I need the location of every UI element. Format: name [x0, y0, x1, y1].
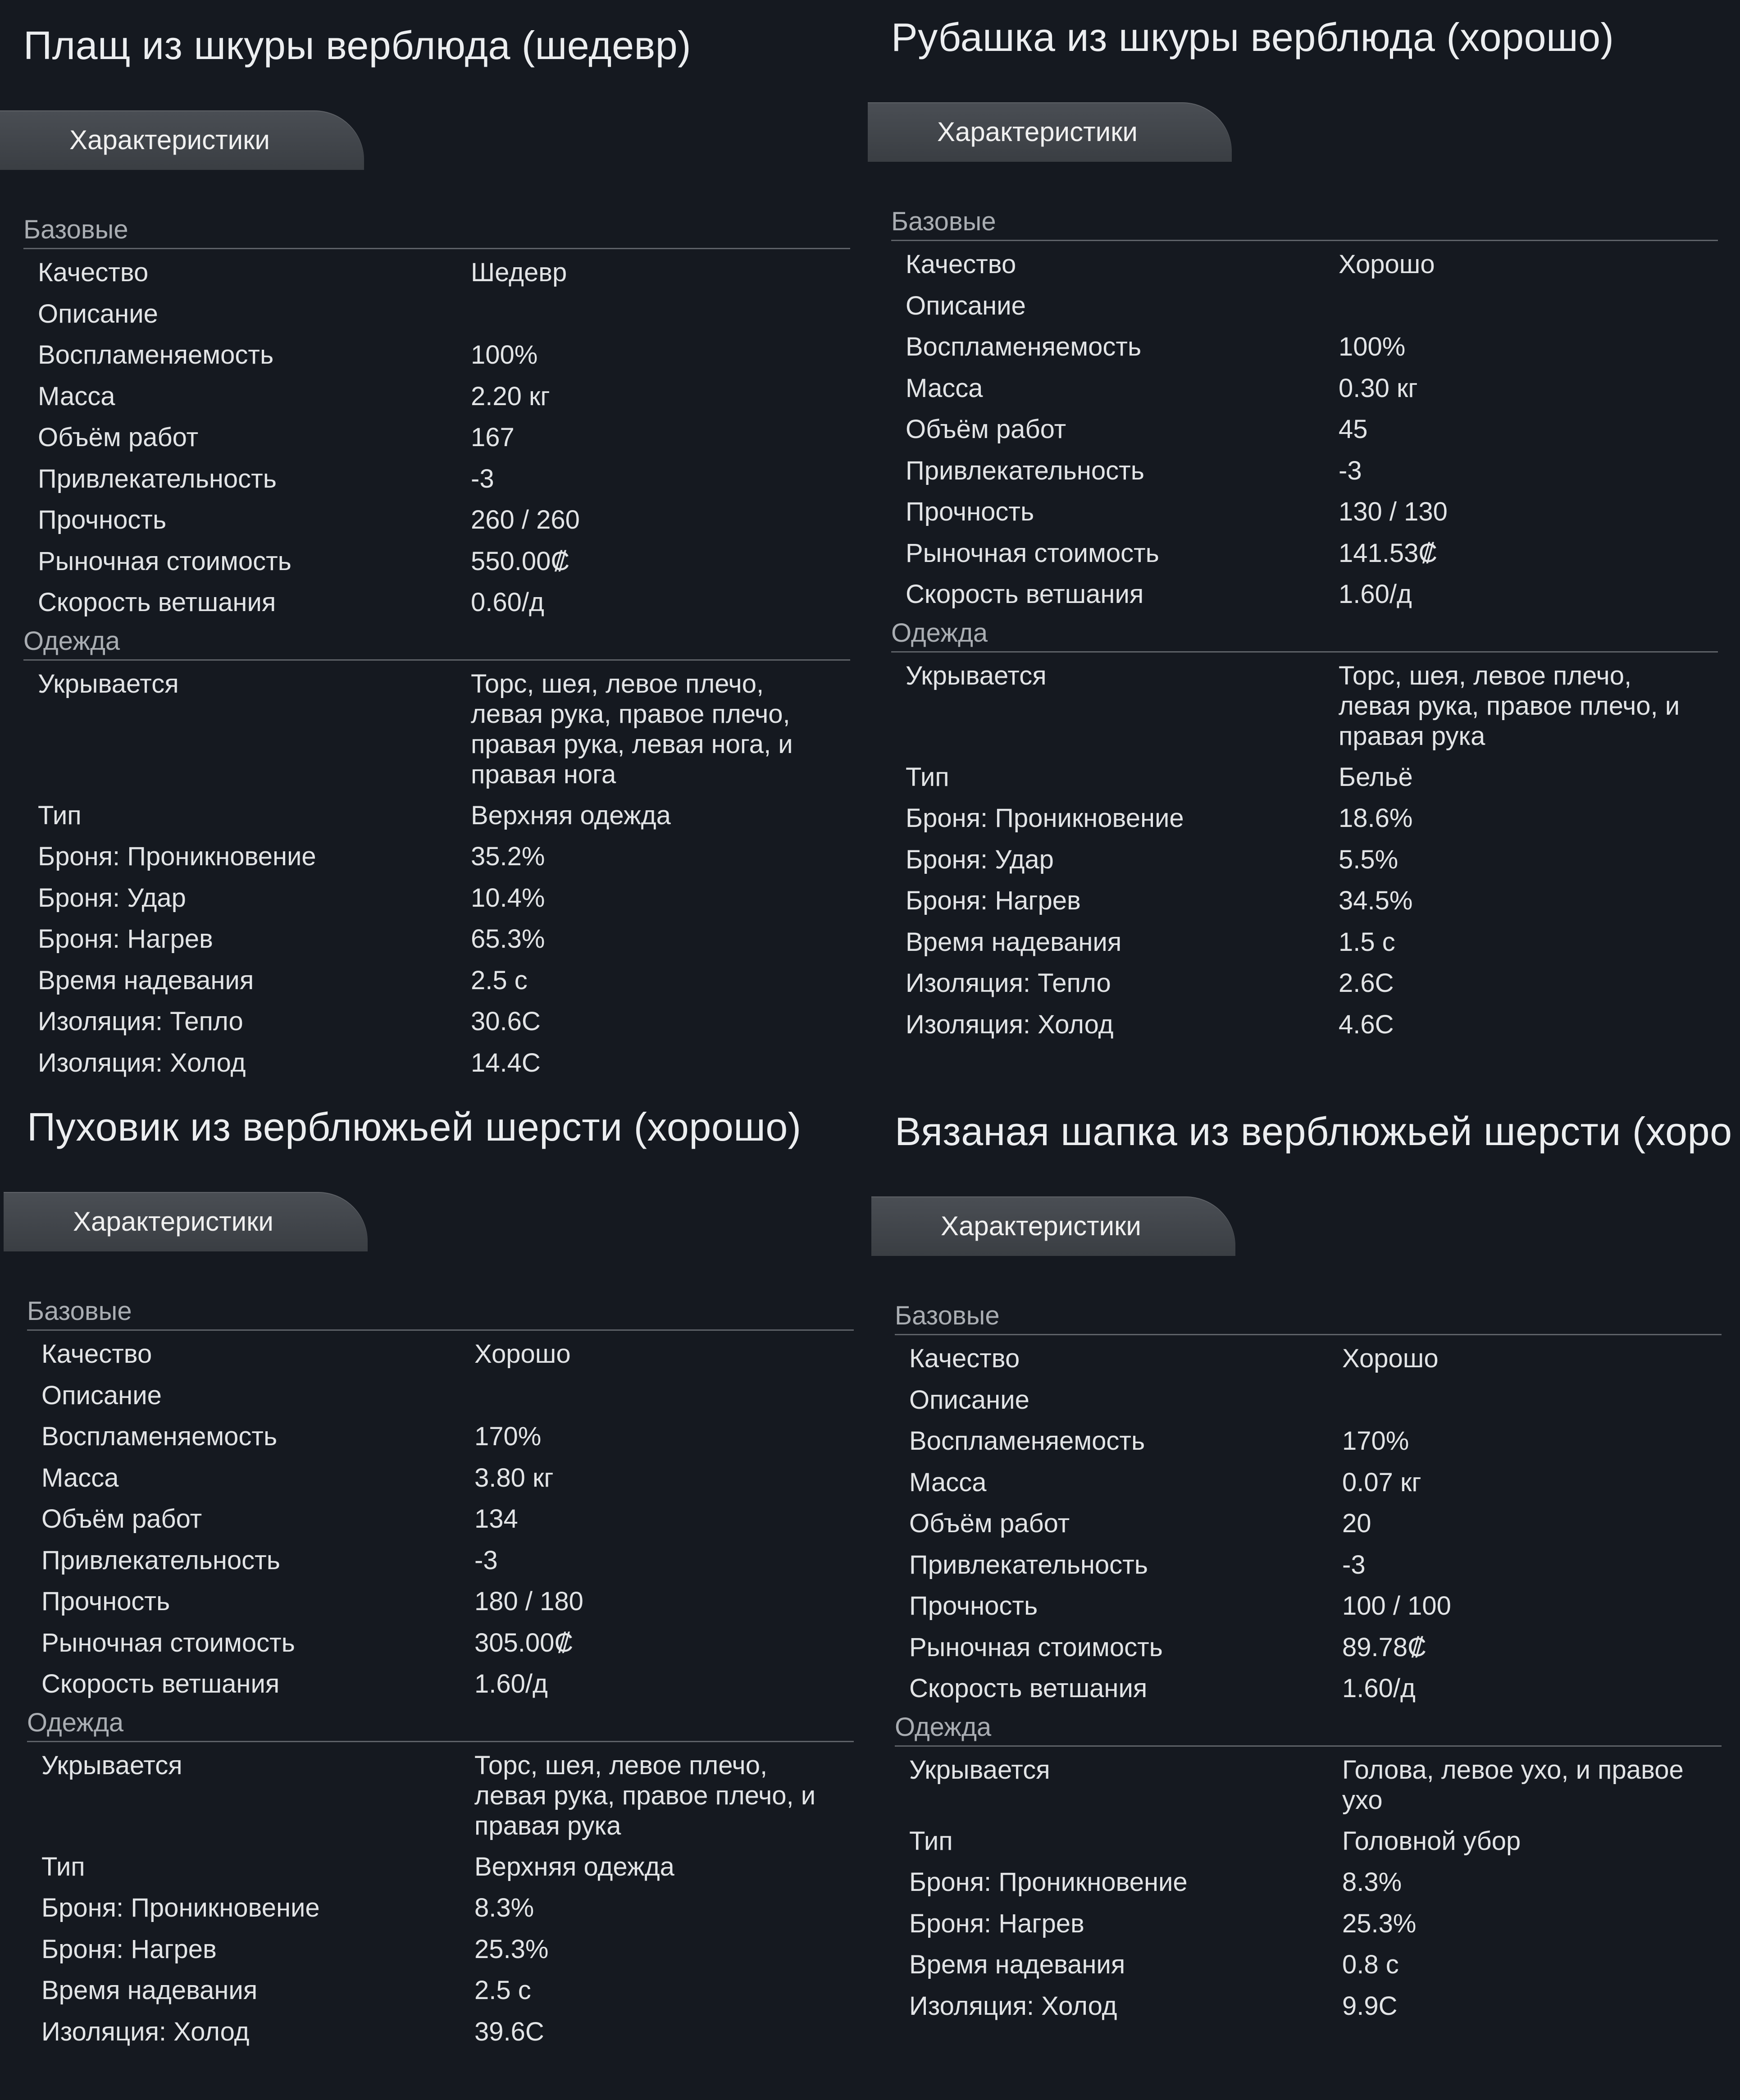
stat-value: 100%	[1339, 332, 1406, 361]
stat-label: Воспламеняемость	[38, 340, 274, 370]
stat-value: 0.07 кг	[1342, 1467, 1421, 1497]
stat-row	[27, 1929, 854, 1970]
stat-row	[895, 1944, 1722, 1986]
stat-label: Время надевания	[906, 927, 1122, 957]
stat-value: Торс, шея, левое плечо, левая рука, правое плечо, и правая рука	[1339, 661, 1680, 751]
stat-row	[27, 1745, 854, 1846]
stat-row	[891, 285, 1718, 327]
stat-row	[891, 880, 1718, 922]
stat-value: 1.60/д	[474, 1669, 548, 1698]
stat-value: -3	[1342, 1550, 1366, 1580]
section-header: Одежда	[27, 1705, 854, 1742]
stat-label: Описание	[909, 1385, 1029, 1415]
stat-value: Верхняя одежда	[474, 1852, 674, 1881]
stat-row	[27, 1333, 854, 1375]
stat-row	[23, 663, 850, 795]
stat-value: 20	[1342, 1509, 1371, 1538]
stat-label: Броня: Проникновение	[906, 803, 1184, 833]
stat-row	[891, 326, 1718, 368]
stat-row	[891, 409, 1718, 450]
stat-label: Тип	[906, 762, 949, 792]
stat-row	[891, 491, 1718, 533]
stat-row	[23, 795, 850, 836]
stat-row	[23, 960, 850, 1001]
stat-row	[891, 450, 1718, 492]
section-header: Одежда	[891, 615, 1718, 653]
stats-table	[23, 212, 850, 1083]
stat-row	[23, 877, 850, 919]
item-title: Рубашка из шкуры верблюда (хорошо)	[891, 15, 1614, 59]
stat-row	[23, 1001, 850, 1042]
stat-value: 34.5%	[1339, 886, 1413, 915]
stat-label: Объём работ	[38, 423, 199, 452]
stat-row	[23, 376, 850, 417]
stat-value: 8.3%	[474, 1893, 534, 1922]
stat-label: Броня: Нагрев	[41, 1934, 217, 1964]
stat-row	[23, 582, 850, 623]
stat-label: Воспламеняемость	[906, 332, 1142, 361]
stat-label: Рыночная стоимость	[41, 1628, 295, 1657]
stat-row	[891, 368, 1718, 409]
stat-value: 45	[1339, 415, 1368, 444]
stat-label: Броня: Проникновение	[41, 1893, 320, 1922]
stat-value: 25.3%	[1342, 1908, 1417, 1938]
stat-row	[895, 1503, 1722, 1544]
stat-row	[23, 293, 850, 335]
stat-label: Изоляция: Тепло	[38, 1007, 243, 1036]
tab-characteristics[interactable]: Характеристики	[871, 1196, 1235, 1256]
stat-value: 100%	[471, 340, 538, 370]
stat-value: -3	[1339, 456, 1362, 485]
stat-value: 10.4%	[471, 883, 545, 913]
stat-label: Скорость ветшания	[906, 580, 1144, 609]
stat-value: 170%	[474, 1422, 542, 1451]
stat-row	[27, 1581, 854, 1622]
stat-label: Броня: Проникновение	[38, 842, 316, 871]
stat-value: 2.6C	[1339, 968, 1394, 998]
stat-label: Масса	[909, 1467, 987, 1497]
stat-row	[895, 1379, 1722, 1421]
stat-value: 100 / 100	[1342, 1591, 1451, 1621]
stat-value: Торс, шея, левое плечо, левая рука, правое плечо, правая рука, левая нога, и правая нога	[471, 669, 793, 789]
stat-value: 0.60/д	[471, 588, 544, 617]
stat-label: Качество	[41, 1339, 152, 1369]
stat-value: 1.60/д	[1342, 1674, 1416, 1703]
stat-value: 5.5%	[1339, 845, 1398, 874]
stat-value: 35.2%	[471, 842, 545, 871]
section-header: Одежда	[895, 1709, 1722, 1747]
stat-row	[895, 1544, 1722, 1586]
stat-row	[27, 1622, 854, 1664]
stat-label: Скорость ветшания	[41, 1669, 280, 1698]
stat-label: Изоляция: Холод	[41, 2017, 250, 2046]
stat-row	[23, 1042, 850, 1084]
stat-label: Объём работ	[909, 1509, 1070, 1538]
stat-value: 65.3%	[471, 924, 545, 954]
stat-row	[23, 499, 850, 541]
stat-value: Торс, шея, левое плечо, левая рука, правое плечо, и правая рука	[474, 1750, 816, 1840]
stat-label: Воспламеняемость	[41, 1422, 278, 1451]
stat-value: Хорошо	[1339, 250, 1435, 279]
stats-table	[891, 204, 1718, 1045]
stat-row	[895, 1862, 1722, 1903]
stat-row	[891, 839, 1718, 881]
stat-label: Воспламеняемость	[909, 1426, 1145, 1456]
stat-value: 130 / 130	[1339, 497, 1448, 526]
stat-value: 170%	[1342, 1426, 1409, 1456]
stat-label: Броня: Удар	[906, 845, 1054, 874]
stat-row	[23, 836, 850, 877]
stat-value: 2.5 с	[474, 1976, 531, 2005]
stat-label: Изоляция: Холод	[906, 1009, 1114, 1039]
stat-value: Головной убор	[1342, 1826, 1521, 1856]
stat-row	[27, 1498, 854, 1540]
stat-value: 1.5 с	[1339, 927, 1395, 957]
stat-row	[891, 922, 1718, 963]
stat-row	[891, 757, 1718, 798]
stat-value: 4.6C	[1339, 1009, 1394, 1039]
stat-row	[895, 1903, 1722, 1945]
stat-label: Укрывается	[41, 1750, 182, 1780]
stat-row	[27, 1846, 854, 1888]
stat-label: Описание	[906, 291, 1026, 320]
stat-value	[471, 293, 831, 335]
stat-row	[27, 1663, 854, 1705]
stat-label: Качество	[906, 250, 1016, 279]
stat-row	[895, 1585, 1722, 1627]
item-title: Пуховик из верблюжьей шерсти (хорошо)	[27, 1105, 802, 1149]
stat-value: 18.6%	[1339, 803, 1413, 833]
stat-value: 134	[474, 1504, 518, 1534]
stat-label: Качество	[38, 258, 149, 287]
stat-row	[895, 1821, 1722, 1862]
stat-row	[23, 252, 850, 293]
stat-value: 25.3%	[474, 1934, 549, 1964]
item-panel	[0, 0, 847, 1077]
stat-row	[27, 1375, 854, 1416]
stat-row	[27, 1970, 854, 2011]
tab-characteristics[interactable]: Характеристики	[868, 102, 1232, 162]
stat-value: Шедевр	[471, 258, 567, 287]
section-header: Базовые	[27, 1293, 854, 1331]
tab-characteristics[interactable]: Характеристики	[0, 110, 364, 170]
stat-row	[895, 1420, 1722, 1462]
stat-label: Прочность	[41, 1587, 170, 1616]
stat-row	[895, 1462, 1722, 1503]
stat-value: 305.00₡	[474, 1628, 574, 1657]
stat-value: 14.4C	[471, 1048, 541, 1077]
stat-value: Хорошо	[474, 1339, 571, 1369]
stat-label: Тип	[38, 800, 82, 830]
item-panel	[871, 1086, 1732, 2100]
stat-row	[891, 574, 1718, 615]
stat-value: 3.80 кг	[474, 1463, 554, 1493]
stat-value	[1342, 1379, 1703, 1421]
stat-value: Хорошо	[1342, 1344, 1439, 1373]
stat-label: Описание	[41, 1380, 162, 1410]
section-header: Базовые	[895, 1298, 1722, 1335]
stat-label: Качество	[909, 1344, 1020, 1373]
stat-row	[895, 1986, 1722, 2027]
stat-value: 2.20 кг	[471, 381, 550, 411]
stat-label: Рыночная стоимость	[38, 546, 292, 576]
stats-table	[27, 1293, 854, 2052]
stat-row	[895, 1338, 1722, 1379]
stat-value: 260 / 260	[471, 505, 580, 534]
stat-value: 0.8 с	[1342, 1950, 1399, 1979]
item-panel	[868, 0, 1715, 1039]
item-title: Плащ из шкуры верблюда (шедевр)	[23, 23, 692, 68]
stat-row	[891, 798, 1718, 839]
stat-row	[27, 1887, 854, 1929]
stat-value: Голова, левое ухо, и правое ухо	[1342, 1755, 1684, 1815]
stat-label: Укрывается	[38, 669, 179, 698]
stat-row	[27, 2011, 854, 2053]
stat-row	[891, 963, 1718, 1004]
stat-label: Броня: Проникновение	[909, 1867, 1188, 1897]
stat-label: Изоляция: Холод	[909, 1991, 1117, 2021]
stat-label: Рыночная стоимость	[906, 538, 1159, 568]
stat-value: 0.30 кг	[1339, 373, 1418, 403]
stat-row	[23, 417, 850, 458]
stat-value: 2.5 с	[471, 965, 528, 995]
stat-label: Привлекательность	[41, 1545, 280, 1575]
stat-label: Время надевания	[41, 1976, 258, 2005]
stat-row	[891, 533, 1718, 574]
stat-label: Изоляция: Тепло	[906, 968, 1111, 998]
stat-label: Объём работ	[906, 415, 1066, 444]
stat-row	[23, 334, 850, 376]
stat-label: Привлекательность	[909, 1550, 1148, 1580]
tab-characteristics[interactable]: Характеристики	[4, 1192, 368, 1251]
item-panel	[4, 1082, 851, 2095]
stat-row	[891, 655, 1718, 757]
stat-value: Бельё	[1339, 762, 1413, 792]
stat-value: 141.53₡	[1339, 538, 1438, 568]
stat-label: Тип	[41, 1852, 85, 1881]
stat-row	[895, 1749, 1722, 1821]
stat-value	[474, 1375, 835, 1416]
stat-value: 180 / 180	[474, 1587, 583, 1616]
stat-label: Скорость ветшания	[909, 1674, 1148, 1703]
stat-label: Броня: Нагрев	[906, 886, 1081, 915]
stat-row	[27, 1457, 854, 1499]
stat-row	[895, 1668, 1722, 1709]
stat-row	[891, 244, 1718, 285]
stat-row	[27, 1540, 854, 1581]
stat-row	[27, 1416, 854, 1457]
stat-value: 89.78₡	[1342, 1632, 1427, 1662]
section-header: Базовые	[891, 204, 1718, 241]
stat-value: 39.6C	[474, 2017, 544, 2046]
stat-label: Броня: Нагрев	[38, 924, 213, 954]
stat-value: Верхняя одежда	[471, 800, 671, 830]
stat-label: Описание	[38, 299, 158, 329]
section-header: Одежда	[23, 623, 850, 661]
stats-table	[895, 1298, 1722, 2027]
stat-label: Укрывается	[906, 661, 1047, 690]
stat-label: Привлекательность	[38, 464, 277, 493]
stat-label: Прочность	[906, 497, 1034, 526]
stat-label: Прочность	[38, 505, 167, 534]
stat-row	[895, 1627, 1722, 1668]
section-header: Базовые	[23, 212, 850, 249]
stat-row	[891, 1004, 1718, 1045]
stat-label: Изоляция: Холод	[38, 1048, 246, 1077]
stat-label: Время надевания	[38, 965, 254, 995]
stat-label: Время надевания	[909, 1950, 1125, 1979]
stat-label: Броня: Удар	[38, 883, 186, 913]
stat-value: 8.3%	[1342, 1867, 1402, 1897]
stat-value: 9.9C	[1342, 1991, 1398, 2021]
item-title: Вязаная шапка из верблюжьей шерсти (хоро	[895, 1109, 1732, 1154]
stat-label: Укрывается	[909, 1755, 1050, 1785]
stat-label: Прочность	[909, 1591, 1038, 1621]
stat-value: -3	[474, 1545, 498, 1575]
stat-label: Масса	[906, 373, 983, 403]
stat-value: 1.60/д	[1339, 580, 1412, 609]
stat-row	[23, 918, 850, 960]
stat-label: Скорость ветшания	[38, 588, 276, 617]
stat-label: Броня: Нагрев	[909, 1908, 1084, 1938]
stat-label: Привлекательность	[906, 456, 1144, 485]
stat-value: 550.00₡	[471, 546, 570, 576]
stat-label: Масса	[41, 1463, 119, 1493]
stat-label: Масса	[38, 381, 115, 411]
stat-value: -3	[471, 464, 494, 493]
stat-label: Объём работ	[41, 1504, 202, 1534]
stat-label: Рыночная стоимость	[909, 1632, 1163, 1662]
stat-row	[23, 458, 850, 500]
stat-label: Тип	[909, 1826, 953, 1856]
stat-value	[1339, 285, 1699, 327]
stat-value: 30.6C	[471, 1007, 541, 1036]
stat-value: 167	[471, 423, 515, 452]
stat-row	[23, 541, 850, 582]
